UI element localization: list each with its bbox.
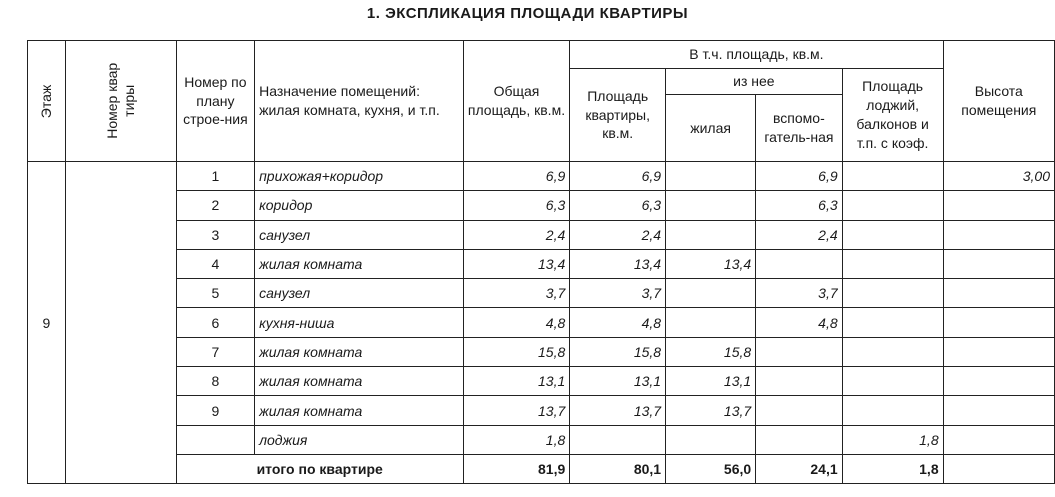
header-height: Высота помещения — [943, 41, 1054, 162]
loggia-area-cell — [842, 220, 943, 249]
auxiliary-area-cell: 2,4 — [756, 220, 842, 249]
auxiliary-area-cell: 6,3 — [756, 191, 842, 220]
living-area-cell — [666, 279, 756, 308]
auxiliary-area-cell: 4,8 — [756, 308, 842, 337]
table-row — [28, 249, 1055, 278]
room-name-cell: прихожая+коридор — [255, 162, 464, 191]
totals-apartment-area: 80,1 — [570, 454, 666, 483]
living-area-cell: 15,8 — [666, 337, 756, 366]
header-apartment-no: Номер квар тиры — [65, 41, 176, 162]
auxiliary-area-cell: 3,7 — [756, 279, 842, 308]
table-row — [28, 396, 1055, 425]
loggia-area-cell: 1,8 — [842, 425, 943, 454]
room-name-cell: жилая комната — [255, 396, 464, 425]
plan-no-cell: 8 — [176, 367, 254, 396]
totals-label: итого по квартире — [176, 454, 463, 483]
totals-living-area: 56,0 — [666, 454, 756, 483]
totals-total-area: 81,9 — [463, 454, 570, 483]
apartment-area-cell: 13,1 — [570, 367, 666, 396]
loggia-area-cell — [842, 162, 943, 191]
table-row — [28, 191, 1055, 220]
apartment-area-cell: 6,3 — [570, 191, 666, 220]
total-area-cell: 6,9 — [463, 162, 570, 191]
apartment-area-cell: 15,8 — [570, 337, 666, 366]
height-cell — [943, 249, 1054, 278]
room-name-cell: санузел — [255, 220, 464, 249]
height-cell — [943, 367, 1054, 396]
auxiliary-area-cell — [756, 425, 842, 454]
totals-loggia-area: 1,8 — [842, 454, 943, 483]
living-area-cell — [666, 162, 756, 191]
apartment-area-cell: 6,9 — [570, 162, 666, 191]
loggia-area-cell — [842, 396, 943, 425]
height-cell — [943, 279, 1054, 308]
room-name-cell: жилая комната — [255, 337, 464, 366]
apartment-no-cell — [65, 162, 176, 484]
header-loggia-area: Площадь лоджий, балконов и т.п. с коэф. — [842, 69, 943, 162]
auxiliary-area-cell — [756, 396, 842, 425]
plan-no-cell: 9 — [176, 396, 254, 425]
totals-height — [943, 454, 1054, 483]
total-area-cell: 13,4 — [463, 249, 570, 278]
header-living: жилая — [666, 95, 756, 162]
room-name-cell: жилая комната — [255, 367, 464, 396]
explication-table — [27, 40, 1055, 484]
total-area-cell: 4,8 — [463, 308, 570, 337]
loggia-area-cell — [842, 367, 943, 396]
loggia-area-cell — [842, 337, 943, 366]
total-area-cell: 3,7 — [463, 279, 570, 308]
living-area-cell: 13,4 — [666, 249, 756, 278]
auxiliary-area-cell — [756, 249, 842, 278]
total-area-cell: 15,8 — [463, 337, 570, 366]
floor-cell: 9 — [28, 162, 66, 484]
auxiliary-area-cell — [756, 367, 842, 396]
plan-no-cell: 1 — [176, 162, 254, 191]
table-row — [28, 220, 1055, 249]
plan-no-cell: 7 — [176, 337, 254, 366]
header-plan-no: Номер по плану строе-ния — [176, 41, 254, 162]
totals-auxiliary-area: 24,1 — [756, 454, 842, 483]
plan-no-cell: 5 — [176, 279, 254, 308]
plan-no-cell: 6 — [176, 308, 254, 337]
header-floor: Этаж — [28, 41, 66, 162]
height-cell — [943, 425, 1054, 454]
living-area-cell — [666, 191, 756, 220]
loggia-area-cell — [842, 249, 943, 278]
room-name-cell: коридор — [255, 191, 464, 220]
table-row — [28, 425, 1055, 454]
height-cell — [943, 396, 1054, 425]
table-row — [28, 308, 1055, 337]
apartment-area-cell: 4,8 — [570, 308, 666, 337]
plan-no-cell: 3 — [176, 220, 254, 249]
header-auxiliary: вспомо-гатель-ная — [756, 95, 842, 162]
auxiliary-area-cell — [756, 337, 842, 366]
living-area-cell — [666, 220, 756, 249]
apartment-area-cell: 2,4 — [570, 220, 666, 249]
loggia-area-cell — [842, 191, 943, 220]
room-name-cell: лоджия — [255, 425, 464, 454]
auxiliary-area-cell: 6,9 — [756, 162, 842, 191]
living-area-cell — [666, 308, 756, 337]
totals-row — [28, 454, 1055, 483]
plan-no-cell: 2 — [176, 191, 254, 220]
room-name-cell: санузел — [255, 279, 464, 308]
plan-no-cell — [176, 425, 254, 454]
header-incl-area: В т.ч. площадь, кв.м. — [570, 41, 943, 69]
table-row — [28, 337, 1055, 366]
room-name-cell: кухня-ниша — [255, 308, 464, 337]
table-row — [28, 162, 1055, 191]
apartment-area-cell — [570, 425, 666, 454]
header-purpose: Назначение помещений: жилая комната, кухня, и т.п. — [255, 41, 464, 162]
height-cell — [943, 191, 1054, 220]
apartment-area-cell: 13,4 — [570, 249, 666, 278]
living-area-cell: 13,7 — [666, 396, 756, 425]
living-area-cell: 13,1 — [666, 367, 756, 396]
loggia-area-cell — [842, 279, 943, 308]
height-cell — [943, 220, 1054, 249]
apartment-area-cell: 3,7 — [570, 279, 666, 308]
living-area-cell — [666, 425, 756, 454]
header-of-which: из нее — [666, 69, 843, 95]
table-row — [28, 367, 1055, 396]
header-total-area: Общая площадь, кв.м. — [463, 41, 570, 162]
total-area-cell: 1,8 — [463, 425, 570, 454]
document-title: 1. ЭКСПЛИКАЦИЯ ПЛОЩАДИ КВАРТИРЫ — [366, 5, 689, 22]
loggia-area-cell — [842, 308, 943, 337]
total-area-cell: 13,7 — [463, 396, 570, 425]
apartment-area-cell: 13,7 — [570, 396, 666, 425]
total-area-cell: 6,3 — [463, 191, 570, 220]
height-cell — [943, 337, 1054, 366]
table-row — [28, 279, 1055, 308]
height-cell: 3,00 — [943, 162, 1054, 191]
header-apartment-area: Площадь квартиры, кв.м. — [570, 69, 666, 162]
total-area-cell: 2,4 — [463, 220, 570, 249]
height-cell — [943, 308, 1054, 337]
total-area-cell: 13,1 — [463, 367, 570, 396]
plan-no-cell: 4 — [176, 249, 254, 278]
room-name-cell: жилая комната — [255, 249, 464, 278]
